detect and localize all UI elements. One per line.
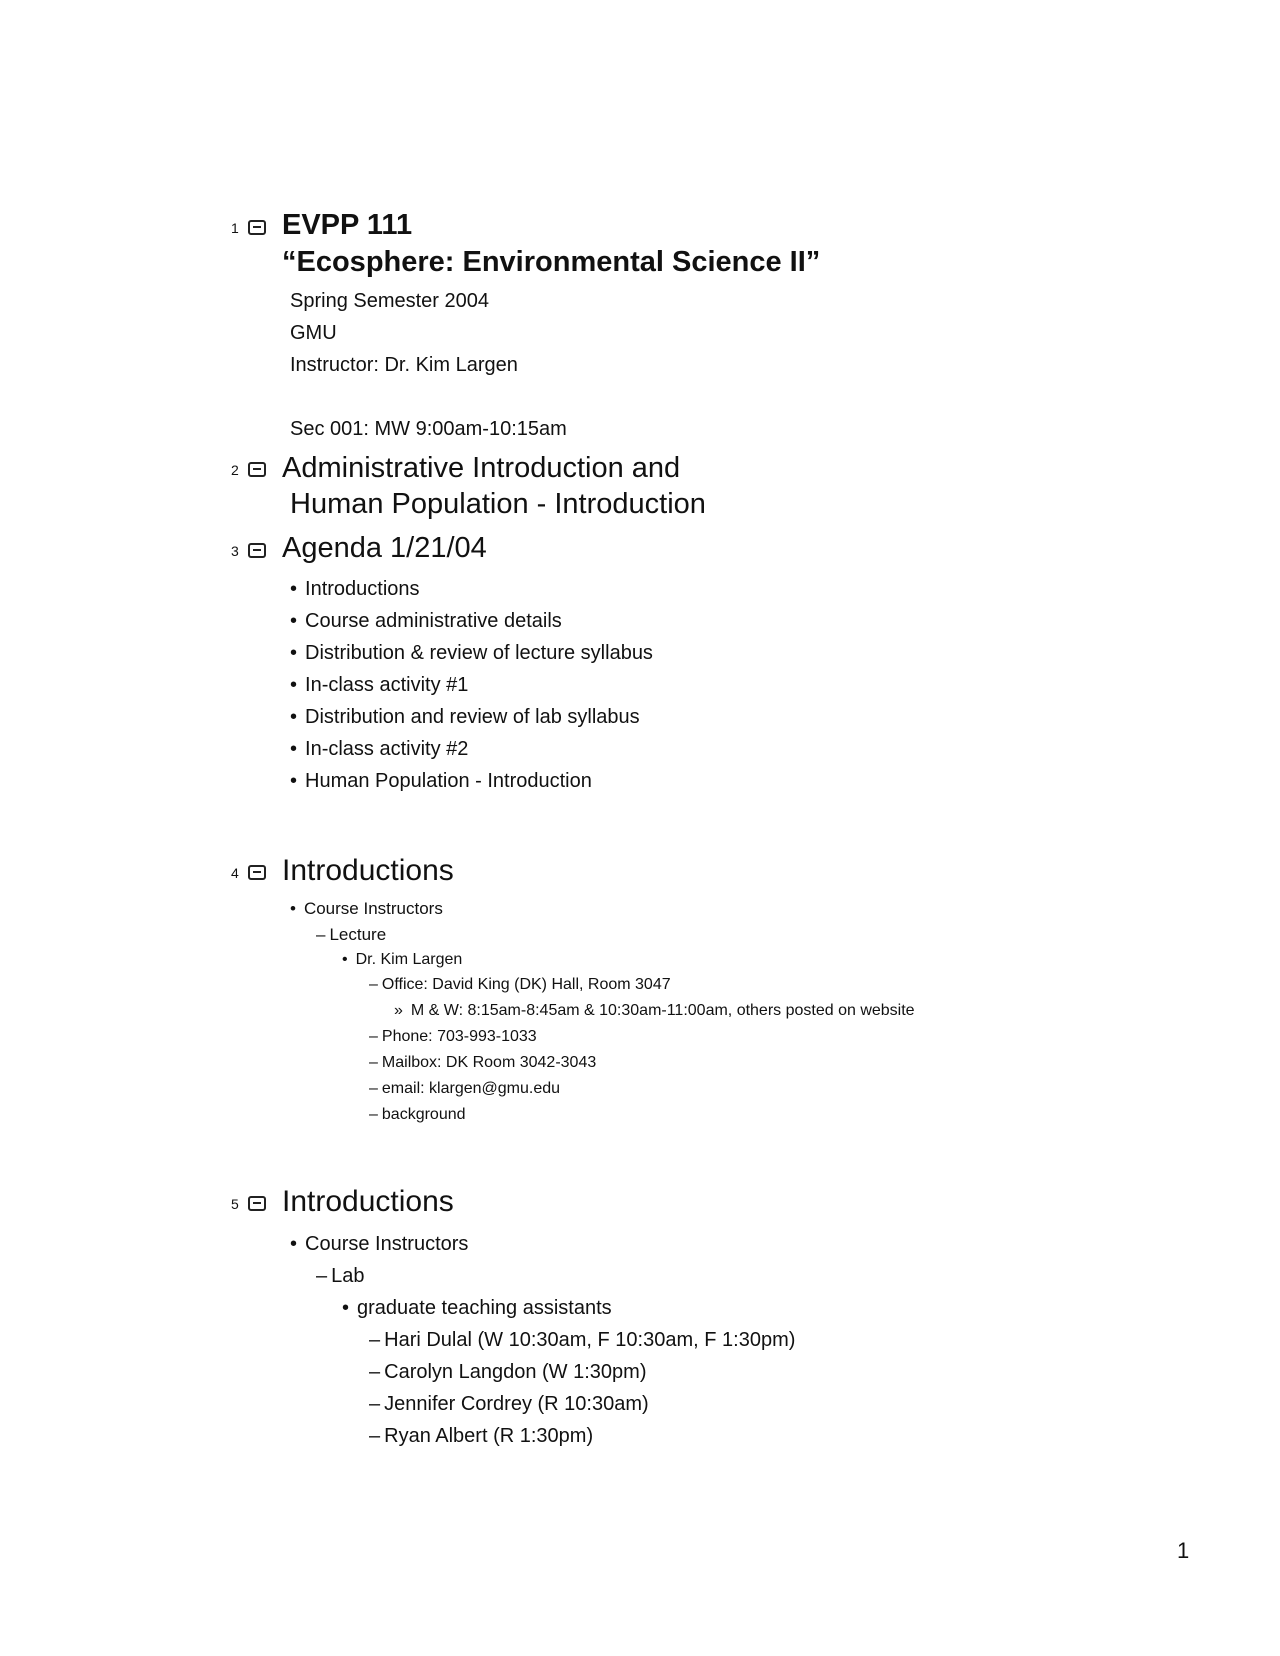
page-number: 1 bbox=[1177, 1538, 1190, 1563]
bullet-icon: • bbox=[290, 610, 298, 632]
slide-collapse-icon[interactable] bbox=[248, 1196, 266, 1211]
agenda-item: • In-class activity #1 bbox=[290, 674, 469, 696]
bullet-icon: • bbox=[290, 899, 296, 918]
slide-number: 4 bbox=[231, 865, 239, 881]
dash-icon: – bbox=[369, 1425, 381, 1447]
slide-title: Agenda 1/21/04 bbox=[282, 532, 487, 564]
outline-level-4: – email: klargen@gmu.edu bbox=[369, 1080, 561, 1097]
outline-level-3: • Dr. Kim Largen bbox=[342, 951, 463, 968]
semester-text: Spring Semester 2004 bbox=[290, 290, 490, 312]
dash-icon: – bbox=[316, 925, 326, 944]
dash-icon: – bbox=[369, 1393, 381, 1415]
section-text: Sec 001: MW 9:00am-10:15am bbox=[290, 418, 567, 440]
agenda-item: • Distribution & review of lecture syllabus bbox=[290, 642, 653, 664]
instructor-text: Instructor: Dr. Kim Largen bbox=[290, 354, 518, 376]
assistant-item: – Carolyn Langdon (W 1:30pm) bbox=[369, 1361, 647, 1383]
outline-level-2: – Lecture bbox=[316, 925, 387, 944]
slide-number: 2 bbox=[231, 462, 239, 478]
dash-icon: – bbox=[316, 1265, 328, 1287]
school-text: GMU bbox=[290, 322, 337, 344]
bullet-icon: • bbox=[290, 706, 298, 728]
assistant-item: – Jennifer Cordrey (R 10:30am) bbox=[369, 1393, 649, 1415]
slide-title-line-2: Human Population - Introduction bbox=[290, 488, 706, 520]
assistant-item: – Hari Dulal (W 10:30am, F 10:30am, F 1:30pm) bbox=[369, 1329, 796, 1351]
outline-level-3: • graduate teaching assistants bbox=[342, 1297, 612, 1319]
bullet-icon: • bbox=[290, 1233, 298, 1255]
slide-title-course-code: EVPP 111 bbox=[282, 209, 413, 241]
dash-icon: – bbox=[369, 1329, 381, 1351]
slide-title-course-name: “Ecosphere: Environmental Science II” bbox=[282, 246, 821, 278]
outline-level-4: – background bbox=[369, 1106, 466, 1123]
bullet-icon: • bbox=[290, 770, 298, 792]
slide-collapse-icon[interactable] bbox=[248, 543, 266, 558]
slide-collapse-icon[interactable] bbox=[248, 865, 266, 880]
dash-icon: – bbox=[369, 1028, 378, 1045]
dash-icon: – bbox=[369, 1080, 378, 1097]
bullet-icon: • bbox=[290, 642, 298, 664]
agenda-item: • In-class activity #2 bbox=[290, 738, 469, 760]
dash-icon: – bbox=[369, 1106, 378, 1123]
agenda-item: • Human Population - Introduction bbox=[290, 770, 592, 792]
agenda-item: • Distribution and review of lab syllabus bbox=[290, 706, 640, 728]
raquo-icon: » bbox=[394, 1002, 403, 1019]
slide-number: 1 bbox=[231, 220, 239, 236]
assistant-item: – Ryan Albert (R 1:30pm) bbox=[369, 1425, 594, 1447]
slide-collapse-icon[interactable] bbox=[248, 462, 266, 477]
bullet-icon: • bbox=[290, 738, 298, 760]
bullet-icon: • bbox=[342, 951, 348, 968]
slide-title: Introductions bbox=[282, 854, 454, 887]
slide-title-line-1: Administrative Introduction and bbox=[282, 452, 681, 484]
slide-collapse-icon[interactable] bbox=[248, 220, 266, 235]
outline-level-2: – Lab bbox=[316, 1265, 365, 1287]
slide-title: Introductions bbox=[282, 1185, 454, 1218]
slide-number: 5 bbox=[231, 1196, 239, 1212]
outline-level-1: • Course Instructors bbox=[290, 899, 443, 918]
outline-level-1: • Course Instructors bbox=[290, 1233, 469, 1255]
outline-level-4: – Office: David King (DK) Hall, Room 3047 bbox=[369, 976, 671, 993]
outline-level-4: – Phone: 703-993-1033 bbox=[369, 1028, 537, 1045]
bullet-icon: • bbox=[290, 578, 298, 600]
outline-level-5: » M & W: 8:15am-8:45am & 10:30am-11:00am, others posted on website bbox=[394, 1002, 915, 1019]
dash-icon: – bbox=[369, 1054, 378, 1071]
slide-number: 3 bbox=[231, 543, 239, 559]
dash-icon: – bbox=[369, 976, 378, 993]
bullet-icon: • bbox=[290, 674, 298, 696]
agenda-item: • Introductions bbox=[290, 578, 420, 600]
agenda-item: • Course administrative details bbox=[290, 610, 562, 632]
bullet-icon: • bbox=[342, 1297, 350, 1319]
dash-icon: – bbox=[369, 1361, 381, 1383]
outline-level-4: – Mailbox: DK Room 3042-3043 bbox=[369, 1054, 597, 1071]
